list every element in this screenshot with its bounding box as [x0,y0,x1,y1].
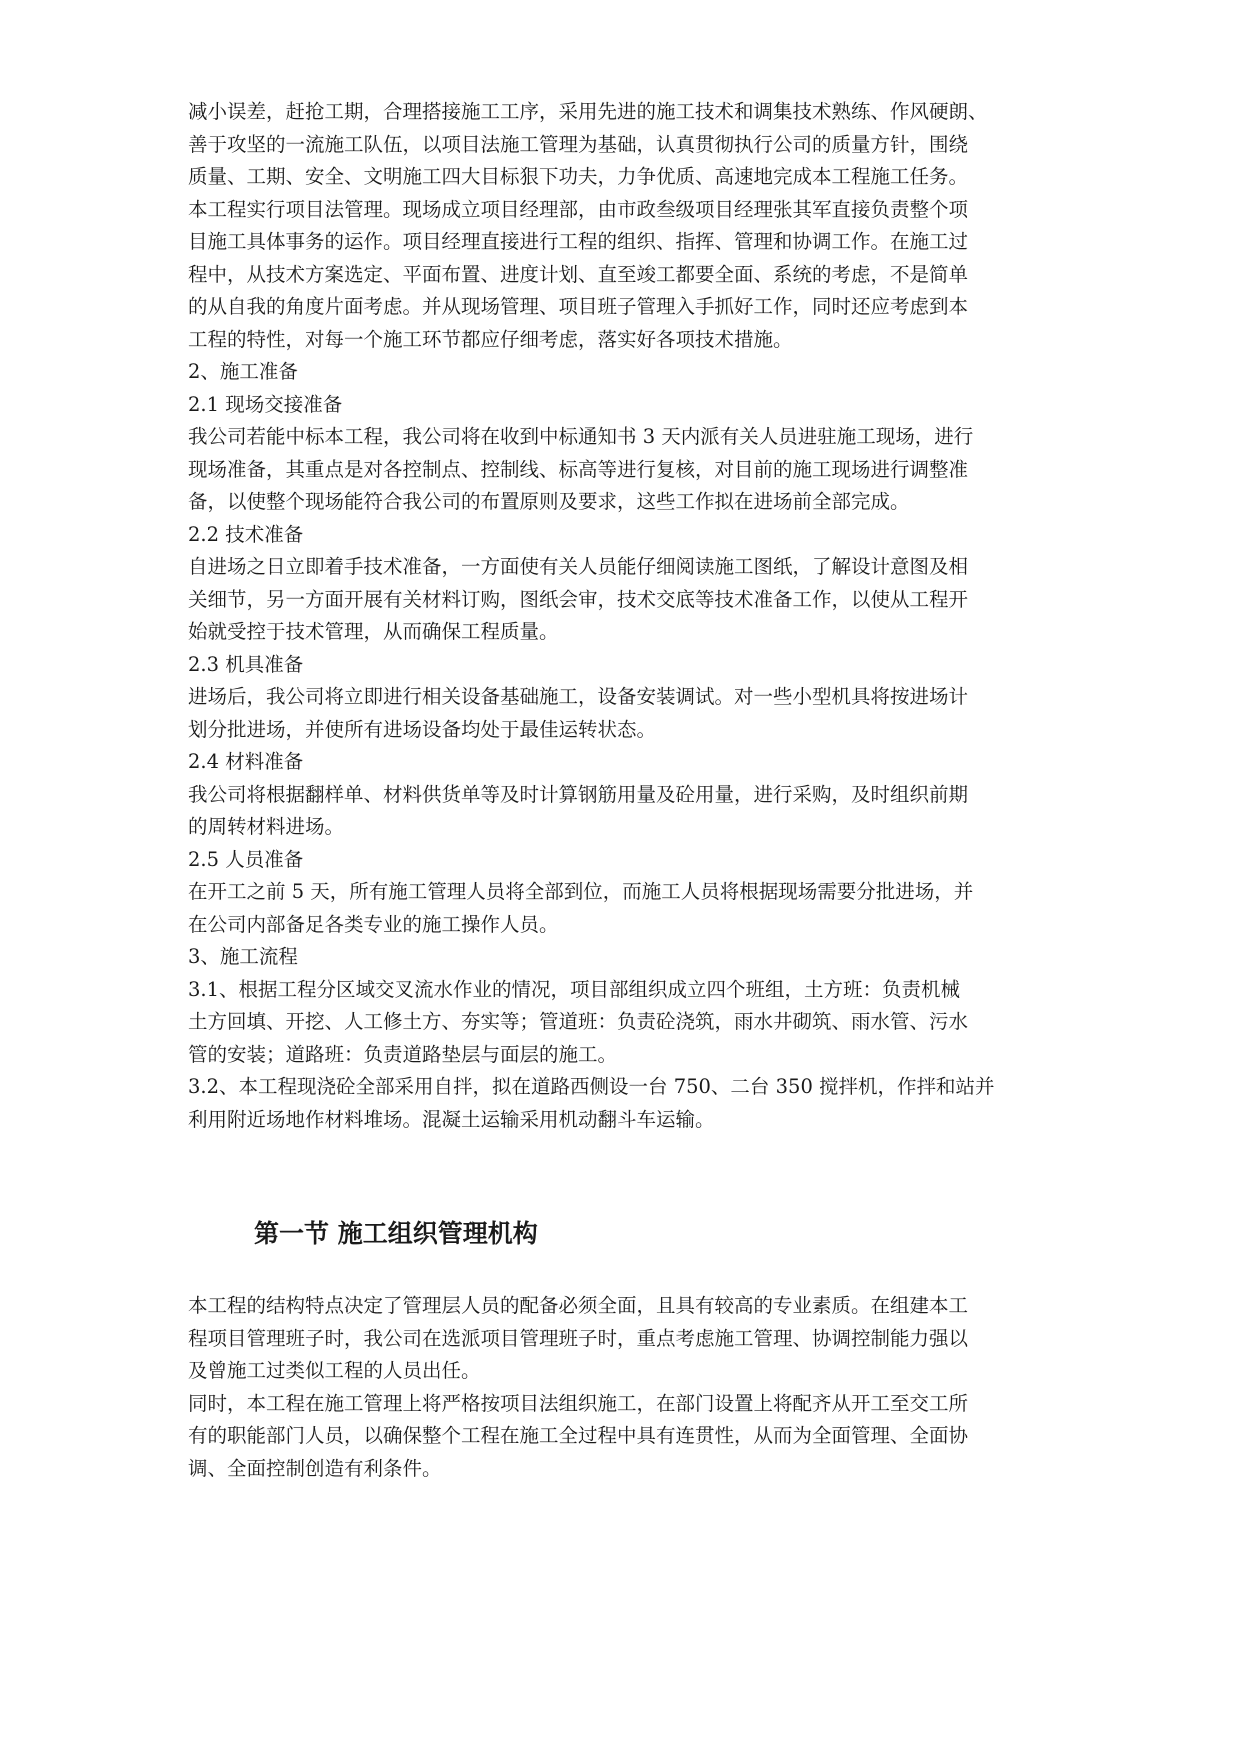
text-line: 利用附近场地作材料堆场。混凝土运输采用机动翻斗车运输。 [188,1107,715,1131]
text-line: 程中，从技术方案选定、平面布置、进度计划、直至竣工都要全面、系统的考虑，不是简单 [188,262,969,286]
subsection-title-2-1: 2.1 现场交接准备 [188,392,343,416]
subsection-title-2-5: 2.5 人员准备 [188,847,304,871]
text-line: 减小误差，赶抢工期，合理搭接施工工序，采用先进的施工技术和调集技术熟练、作风硬朗、 [188,100,988,123]
body-text-part1 [188,96,1060,1136]
text-line: 关细节，另一方面开展有关材料订购，图纸会审，技术交底等技术准备工作，以使从工程开 [188,587,969,611]
text-line: 在公司内部备足各类专业的施工操作人员。 [188,912,559,936]
text-line: 土方回填、开挖、人工修土方、夯实等；管道班：负责砼浇筑，雨水井砌筑、雨水管、污水 [188,1010,969,1033]
text-line: 本工程的结构特点决定了管理层人员的配备必须全面，且具有较高的专业素质。在组建本工 [188,1294,969,1317]
text-line: 划分批进场，并使所有进场设备均处于最佳运转状态。 [188,717,657,741]
text-line: 及曾施工过类似工程的人员出任。 [188,1359,481,1382]
chapter-heading: 第一节 施工组织管理机构 [254,1219,538,1248]
text-line: 本工程实行项目法管理。现场成立项目经理部，由市政叁级项目经理张其军直接负责整个项 [188,197,969,221]
text-line: 我公司若能中标本工程，我公司将在收到中标通知书 3 天内派有关人员进驻施工现场，进行 [188,425,974,448]
text-line: 调、全面控制创造有利条件。 [188,1456,442,1480]
text-line: 工程的特性，对每一个施工环节都应仔细考虑，落实好各项技术措施。 [188,327,793,351]
section-title-3: 3、施工流程 [188,945,298,968]
text-line: 的从自我的角度片面考虑。并从现场管理、项目班子管理入手抓好工作，同时还应考虑到本 [188,295,969,318]
text-line: 善于攻坚的一流施工队伍，以项目法施工管理为基础，认真贯彻执行公司的质量方针，围绕 [188,132,969,156]
text-line: 有的职能部门人员，以确保整个工程在施工全过程中具有连贯性，从而为全面管理、全面协 [188,1424,969,1447]
text-line: 始就受控于技术管理，从而确保工程质量。 [188,620,559,643]
text-line: 在开工之前 5 天，所有施工管理人员将全部到位，而施工人员将根据现场需要分批进场，并 [188,880,974,903]
text-line: 我公司将根据翻样单、材料供货单等及时计算钢筋用量及砼用量，进行采购，及时组织前期 [188,782,969,806]
text-line: 质量、工期、安全、文明施工四大目标狠下功夫，力争优质、高速地完成本工程施工任务。 [188,165,969,188]
text-line: 目施工具体事务的运作。项目经理直接进行工程的组织、指挥、管理和协调工作。在施工过 [188,230,969,253]
text-line: 程项目管理班子时，我公司在选派项目管理班子时，重点考虑施工管理、协调控制能力强以 [188,1326,969,1350]
text-line: 3.2、本工程现浇砼全部采用自拌，拟在道路西侧设一台 750、二台 350 搅拌机，作拌和站并 [188,1075,995,1098]
body-text-part2 [188,1290,1060,1485]
text-line: 管的安装；道路班：负责道路垫层与面层的施工。 [188,1042,618,1066]
text-line: 现场准备，其重点是对各控制点、控制线、标高等进行复核，对目前的施工现场进行调整准 [188,457,969,481]
text-line: 3.1、根据工程分区域交叉流水作业的情况，项目部组织成立四个班组，土方班：负责机械 [188,977,961,1001]
text-line: 进场后，我公司将立即进行相关设备基础施工，设备安装调试。对一些小型机具将按进场计 [188,685,969,708]
text-line: 同时，本工程在施工管理上将严格按项目法组织施工，在部门设置上将配齐从开工至交工所 [188,1391,969,1415]
section-title-2: 2、施工准备 [188,360,298,383]
text-line: 的周转材料进场。 [188,815,345,838]
subsection-title-2-3: 2.3 机具准备 [188,652,304,676]
text-line: 自进场之日立即着手技术准备，一方面使有关人员能仔细阅读施工图纸，了解设计意图及相 [188,555,969,578]
text-line: 备，以使整个现场能符合我公司的布置原则及要求，这些工作拟在进场前全部完成。 [188,490,910,513]
subsection-title-2-4: 2.4 材料准备 [188,750,304,773]
subsection-title-2-2: 2.2 技术准备 [188,522,304,546]
